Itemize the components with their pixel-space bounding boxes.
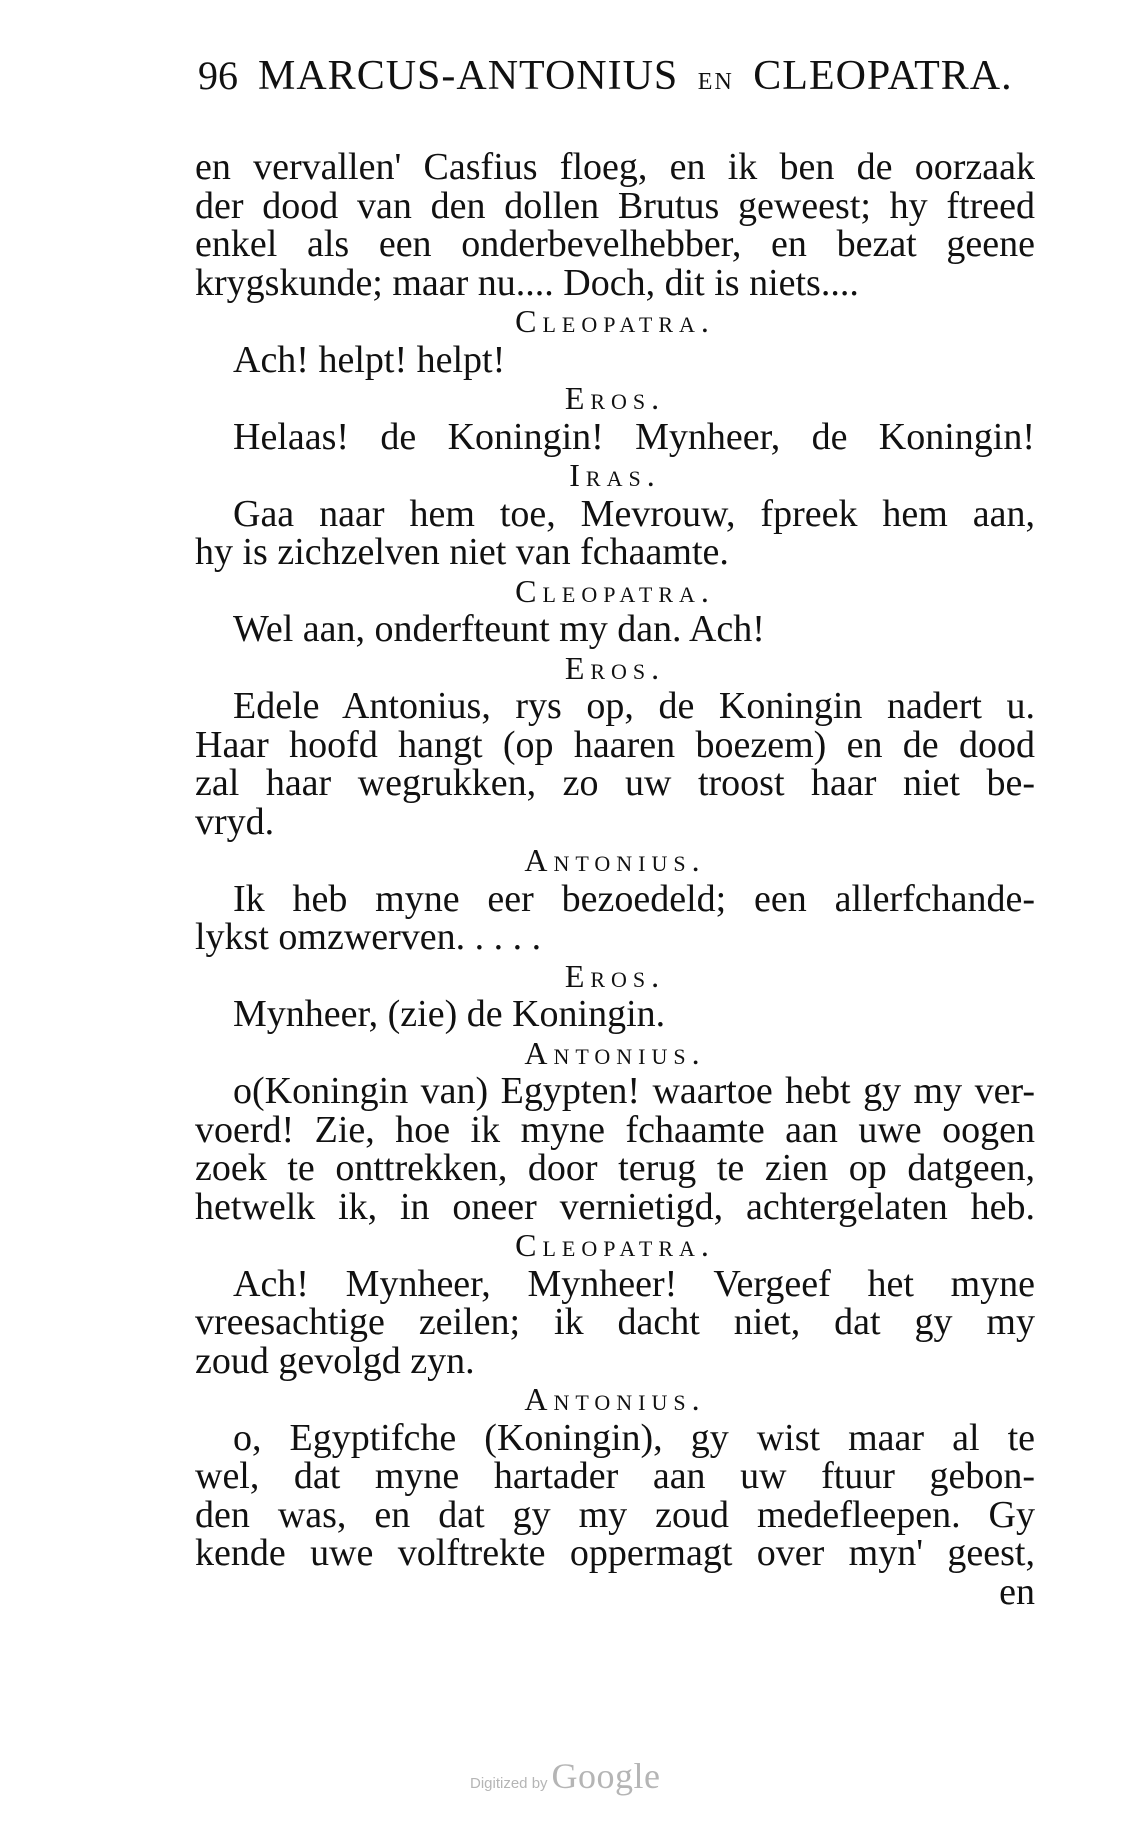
speaker-heading: Cleopatra. <box>515 303 715 339</box>
running-title-part1: MARCUS-ANTONIUS <box>258 53 679 99</box>
text-line: der dood van den dollen Brutus geweest; hy ftreed <box>195 184 1035 227</box>
running-header <box>198 52 1018 112</box>
text-line: vryd. <box>195 800 275 843</box>
speaker-heading: Eros. <box>564 649 666 686</box>
watermark-brand: Google <box>551 1756 661 1796</box>
text-line: Edele Antonius, rys op, de Koningin nadert u. <box>233 685 1035 727</box>
watermark-prefix: Digitized by <box>470 1775 548 1792</box>
speaker-heading: Eros. <box>564 380 666 416</box>
speaker-heading: Cleopatra. <box>515 572 715 609</box>
text-line: enkel als een onderbevelhebber, en bezat geene <box>195 223 1035 265</box>
text-line: o, Egyptifche (Koningin), gy wist maar al te <box>233 1416 1035 1459</box>
running-title <box>258 52 1013 100</box>
text-line: en vervallen' Casfius floeg, en ik ben de oorzaak <box>195 146 1035 188</box>
page-body-text <box>195 148 1035 1611</box>
running-title-part2: CLEOPATRA. <box>753 53 1013 99</box>
text-line: Haar hoofd hangt (op haaren boezem) en de dood <box>195 723 1035 766</box>
speaker-heading: Antonius. <box>524 842 706 878</box>
text-line: voerd! Zie, hoe ik myne fchaamte aan uwe oogen <box>195 1108 1035 1151</box>
text-line: Gaa naar hem toe, Mevrouw, fpreek hem aan, <box>233 492 1035 535</box>
text-line: kende uwe volftrekte oppermagt over myn' geest, <box>195 1532 1035 1574</box>
text-line: wel, dat myne hartader aan uw ftuur gebon- <box>195 1455 1035 1497</box>
speaker-heading: Cleopatra. <box>515 1227 715 1263</box>
text-line: lykst omzwerven. . . . . <box>195 916 542 958</box>
text-line: Helaas! de Koningin! Mynheer, de Koningin! <box>233 415 1035 458</box>
text-line: Ach! helpt! helpt! <box>233 338 506 381</box>
text-line: zal haar wegrukken, zo uw troost haar niet be- <box>195 762 1035 804</box>
text-line: Ik heb myne eer bezoedeld; een allerfchande- <box>233 877 1035 920</box>
text-line: hetwelk ik, in oneer vernietigd, achtergelaten heb. <box>195 1185 1035 1228</box>
text-line: Wel aan, onderfteunt my dan. Ach! <box>233 608 765 650</box>
text-line: zoud gevolgd zyn. <box>195 1339 475 1382</box>
text-line: vreesachtige zeilen; ik dacht niet, dat gy my <box>195 1301 1035 1343</box>
text-line: o(Koningin van) Egypten! waartoe hebt gy my ver- <box>233 1070 1035 1112</box>
speaker-heading: Antonius. <box>524 1034 706 1071</box>
speaker-heading: Eros. <box>564 957 666 994</box>
catchword: en <box>999 1570 1035 1613</box>
text-line: krygskunde; maar nu.... Doch, dit is niets.... <box>195 261 859 304</box>
page-number: 96 <box>198 53 238 98</box>
digitization-watermark <box>470 1755 730 1805</box>
text-line: Mynheer, (zie) de Koningin. <box>233 993 666 1035</box>
text-line: Ach! Mynheer, Mynheer! Vergeef het myne <box>233 1262 1035 1305</box>
speaker-heading: Antonius. <box>524 1381 706 1417</box>
running-title-connector: EN <box>697 69 734 95</box>
text-line: den was, en dat gy my zoud medefleepen. Gy <box>195 1493 1035 1536</box>
speaker-heading: Iras. <box>569 457 661 493</box>
text-line: zoek te onttrekken, door terug te zien op datgeen, <box>195 1147 1035 1189</box>
text-line: hy is zichzelven niet van fchaamte. <box>195 531 729 573</box>
